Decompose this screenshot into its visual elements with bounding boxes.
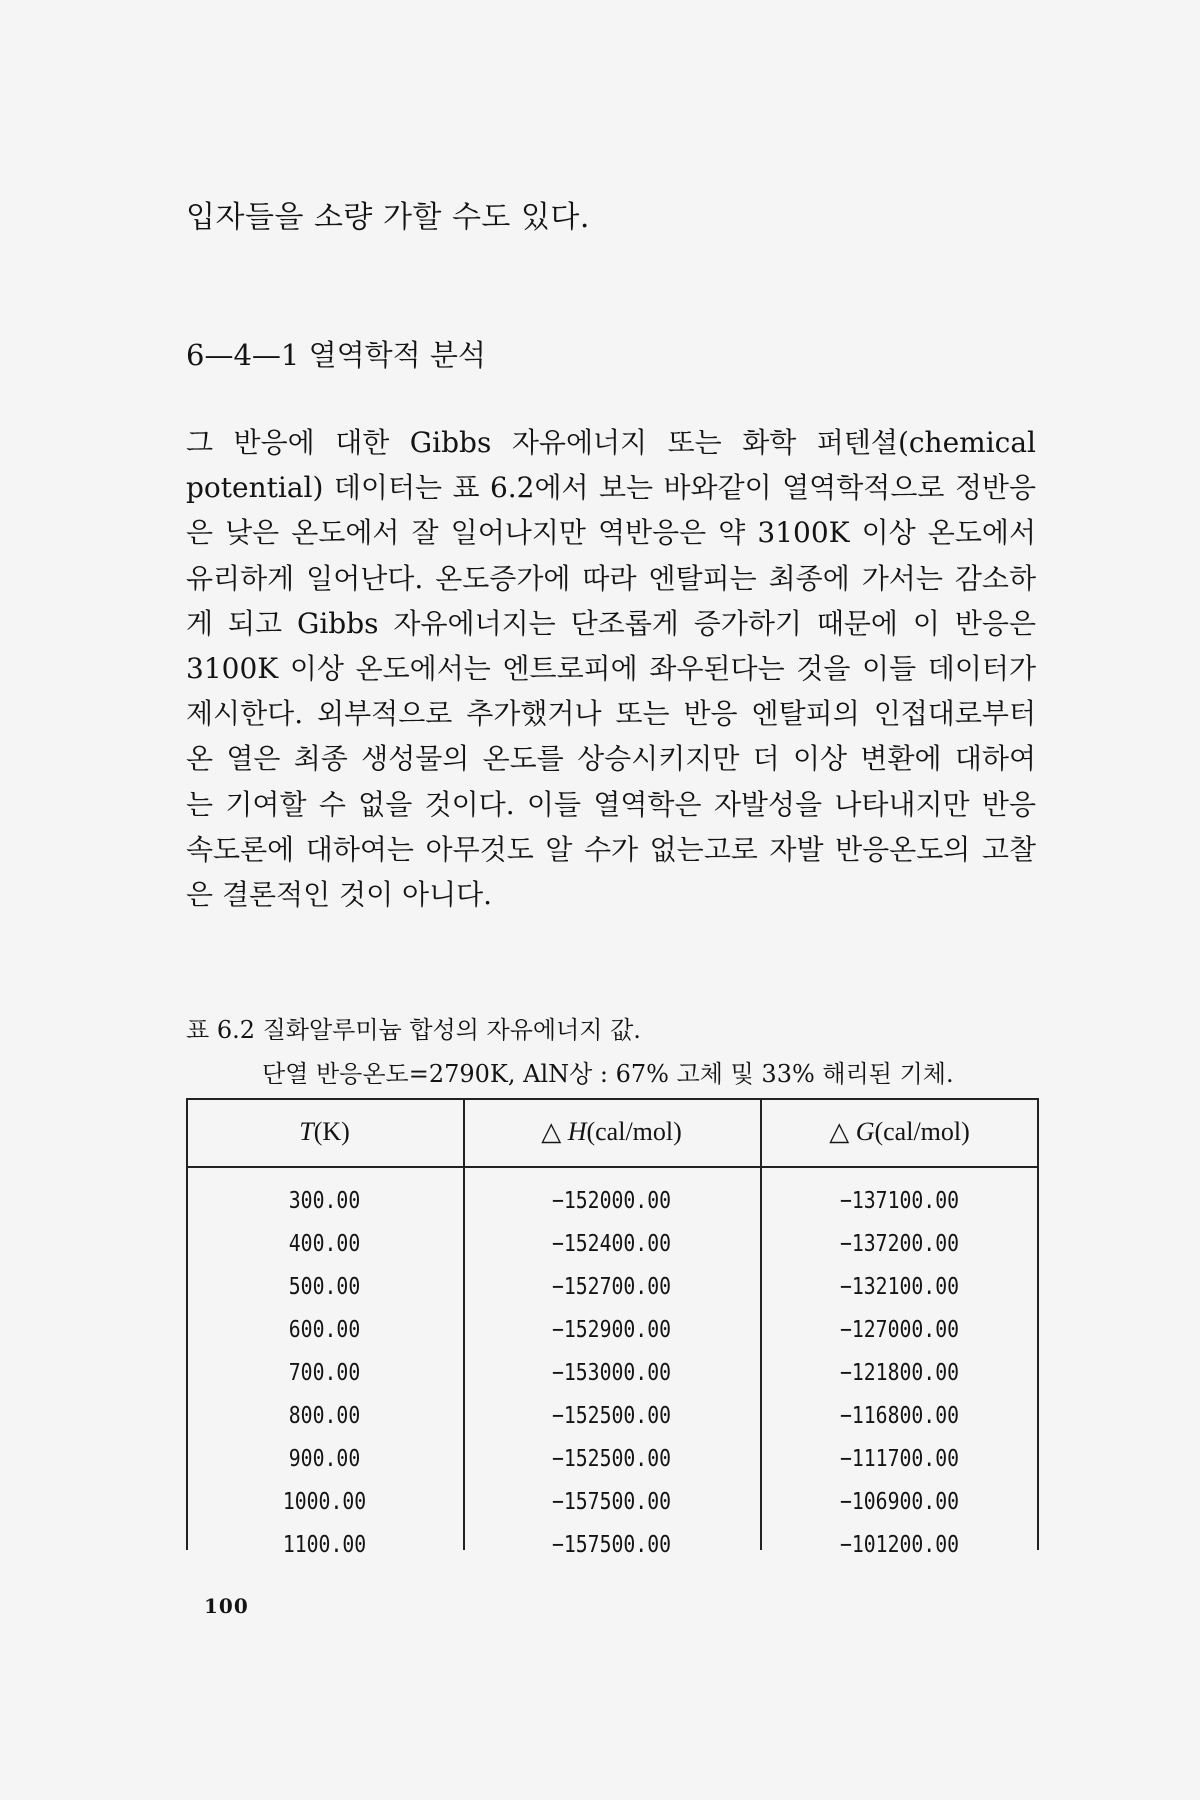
cell-temperature: 300.00: [288, 1188, 361, 1214]
cell-gibbs: −101200.00: [839, 1532, 960, 1558]
cell-gibbs: −116800.00: [839, 1403, 960, 1429]
table-row: [186, 1180, 1039, 1223]
header-temperature-symbol: T: [299, 1117, 314, 1146]
delta-symbol: △: [541, 1117, 562, 1146]
paragraph-line: 제시한다. 외부적으로 추가했거나 또는 반응 엔탈피의 인접대로부터: [186, 697, 1036, 731]
paragraph-line: 은 낮은 온도에서 잘 일어나지만 역반응은 약 3100K 이상 온도에서: [186, 516, 1036, 550]
cell-enthalpy: −152400.00: [551, 1231, 672, 1257]
table-row: [186, 1481, 1039, 1524]
header-enthalpy-unit: (cal/mol): [586, 1117, 682, 1146]
header-gibbs-unit: (cal/mol): [874, 1117, 970, 1146]
paragraph-line: 게 되고 Gibbs 자유에너지는 단조롭게 증가하기 때문에 이 반응은: [186, 606, 1036, 640]
cell-temperature: 900.00: [288, 1446, 361, 1472]
table-caption-subtitle: 단열 반응온도=2790K, AlN상 : 67% 고체 및 33% 해리된 기체.: [262, 1060, 954, 1088]
cell-enthalpy: −152000.00: [551, 1188, 672, 1214]
header-gibbs: [760, 1098, 1039, 1166]
header-gibbs-symbol: G: [855, 1117, 875, 1146]
intro-line: 입자들을 소량 가할 수도 있다.: [186, 200, 590, 235]
cell-gibbs: −106900.00: [839, 1489, 960, 1515]
free-energy-table: [186, 1098, 1039, 1558]
table-row: [186, 1438, 1039, 1481]
table-row: [186, 1524, 1039, 1567]
cell-enthalpy: −152900.00: [551, 1317, 672, 1343]
table-caption-title: 표 6.2 질화알루미늄 합성의 자유에너지 값.: [186, 1016, 641, 1044]
cell-enthalpy: −152500.00: [551, 1403, 672, 1429]
cell-enthalpy: −152700.00: [551, 1274, 672, 1300]
paragraph-line: 는 기여할 수 없을 것이다. 이들 열역학은 자발성을 나타내지만 반응: [186, 787, 1036, 821]
paragraph-line: potential) 데이터는 표 6.2에서 보는 바와같이 열역학적으로 정반응: [186, 471, 1036, 505]
cell-enthalpy: −152500.00: [551, 1446, 672, 1472]
cell-gibbs: −111700.00: [839, 1446, 960, 1472]
table-row: [186, 1352, 1039, 1395]
cell-gibbs: −132100.00: [839, 1274, 960, 1300]
cell-temperature: 600.00: [288, 1317, 361, 1343]
table-header-rule: [186, 1166, 1039, 1168]
delta-symbol: △: [829, 1117, 850, 1146]
cell-gibbs: −121800.00: [839, 1360, 960, 1386]
table-row: [186, 1223, 1039, 1266]
cell-temperature: 700.00: [288, 1360, 361, 1386]
page-number: 100: [204, 1594, 249, 1618]
header-enthalpy-symbol: H: [567, 1117, 587, 1146]
cell-gibbs: −127000.00: [839, 1317, 960, 1343]
paragraph-line: 그 반응에 대한 Gibbs 자유에너지 또는 화학 퍼텐셜(chemical: [186, 426, 1036, 459]
paragraph-line: 유리하게 일어난다. 온도증가에 따라 엔탈피는 최종에 가서는 감소하: [186, 561, 1036, 595]
table-body: [186, 1180, 1039, 1567]
cell-enthalpy: −157500.00: [551, 1489, 672, 1515]
cell-temperature: 1100.00: [282, 1532, 367, 1558]
cell-gibbs: −137100.00: [839, 1188, 960, 1214]
cell-enthalpy: −153000.00: [551, 1360, 672, 1386]
section-heading: 6—4—1 열역학적 분석: [186, 338, 486, 372]
table-row: [186, 1309, 1039, 1352]
paragraph-line: 은 결론적인 것이 아니다.: [186, 877, 493, 911]
header-temperature-unit: (K): [313, 1117, 350, 1146]
cell-temperature: 500.00: [288, 1274, 361, 1300]
paragraph-line: 속도론에 대하여는 아무것도 알 수가 없는고로 자발 반응온도의 고찰: [186, 832, 1036, 866]
cell-temperature: 1000.00: [282, 1489, 367, 1515]
table-row: [186, 1395, 1039, 1438]
body-paragraph: [186, 420, 1036, 917]
table-row: [186, 1266, 1039, 1309]
cell-temperature: 800.00: [288, 1403, 361, 1429]
header-temperature: [186, 1098, 463, 1166]
cell-temperature: 400.00: [288, 1231, 361, 1257]
cell-enthalpy: −157500.00: [551, 1532, 672, 1558]
paragraph-line: 3100K 이상 온도에서는 엔트로피에 좌우된다는 것을 이들 데이터가: [186, 651, 1036, 685]
header-enthalpy: [463, 1098, 760, 1166]
paragraph-line: 온 열은 최종 생성물의 온도를 상승시키지만 더 이상 변환에 대하여: [186, 742, 1036, 776]
cell-gibbs: −137200.00: [839, 1231, 960, 1257]
